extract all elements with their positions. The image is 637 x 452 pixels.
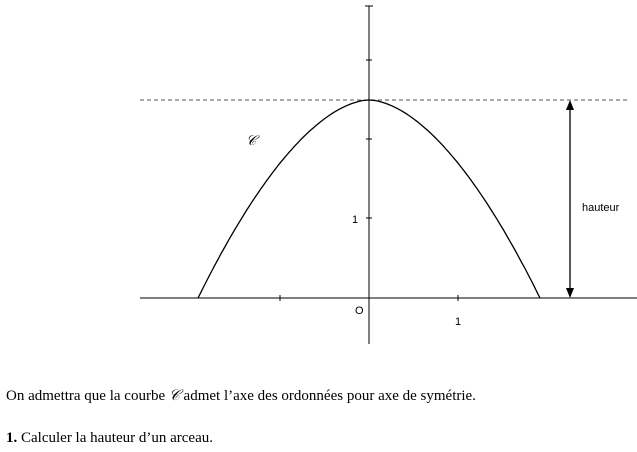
curve-label: 𝒞	[246, 134, 257, 149]
question-text: Calculer la hauteur d’un arceau.	[21, 430, 213, 446]
height-arrow-head-bottom	[566, 288, 574, 298]
question-number: 1.	[6, 430, 18, 446]
height-arrow-head-top	[566, 100, 574, 110]
statement-part-1: On admettra que la courbe	[6, 388, 169, 404]
x-unit-label: 1	[455, 316, 462, 328]
origin-label: O	[355, 305, 364, 317]
question-1	[6, 429, 213, 447]
curve-symbol: 𝒞	[168, 388, 180, 404]
statement-part-2: admet l’axe des ordonnées pour axe de symétrie.	[179, 388, 476, 404]
height-label: hauteur	[582, 202, 620, 214]
y-unit-label: 1	[352, 214, 359, 226]
symmetry-statement	[6, 387, 476, 405]
